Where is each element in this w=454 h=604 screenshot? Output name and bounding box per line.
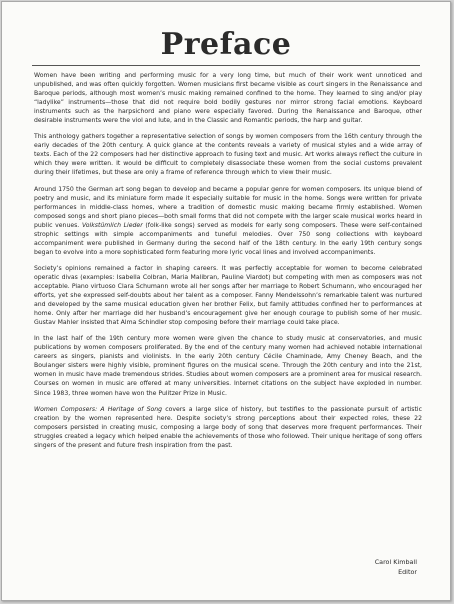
paragraph-4	[34, 264, 422, 327]
signature-block	[375, 558, 417, 577]
signature-role: Editor	[398, 567, 417, 576]
paragraph-3	[34, 185, 422, 257]
italic-term: Volkstümlich Lieder	[81, 221, 143, 229]
paragraph-2	[34, 132, 422, 177]
paragraph-1	[34, 71, 422, 125]
page-title: Preface	[160, 27, 292, 62]
paragraph-text: This anthology gathers together a representative selection of songs by women composers from the 16th century through the early decades of the 20th century. A quick glance at the contents reveals a variety of musical styles and a wide array of texts. Each of the 22 composers had her distinctive approach to fusing text and music. Art works always reflect the culture in which they were written. It would be difficult to completely disassociate these women from the social customs prevalent during their lifetimes, but these are only a frame of reference through which to view their music.	[34, 133, 422, 177]
paragraph-text: In the last half of the 19th century more women were given the chance to study music at conservatories, and music publications by women composers proliferated. By the end of the century many women had achieved notable international careers as singers, pianists and violinists. In the early 20th century Cécile Chaminade, Amy Cheney Beach, and the Boulanger sisters were highly visible, prominent figures on the musical scene. Through the 20th century and into the 21st, women in music have made tremendous strides. Studies about women composers are a prominent area for musical research. Courses on women in music are offered at many universities. Internet citations on the subject have exploded in number. Since 1983, three women have won the Pulitzer Prize in Music.	[34, 335, 422, 397]
paragraph-text: Women have been writing and performing music for a very long time, but much of their work went unnoticed and unpublished, and was often quickly forgotten. Women musicians first became visible as court singers in the Renaissance and Baroque periods, although most women’s music making remained confined to the home. They learned to sing and/or play “ladylike” instruments—those that did not require bold bodily gestures nor mirror strong facial emotions. Keyboard instruments such as the harpsichord and piano were especially favored. During the Renaissance and Baroque, other desirable instruments were the viol and lute, and in the Classic and Romantic periods, the harp and guitar.	[34, 72, 422, 125]
title-divider	[32, 65, 420, 66]
book-title: Women Composers: A Heritage of Song	[34, 405, 163, 413]
paragraph-text: covers a large slice of history, but testifies to the passionate pursuit of artistic creation by the women represented here. Despite society’s strong perceptions about their expected roles, these 22 composers persisted in creating music, composing a large body of song that deserves more frequent performances. Their struggles created a legacy which helped enable the achievements of those who followed. Their unique heritage of song offers singers of the present and future fresh inspiration from the past.	[34, 405, 422, 449]
paragraph-text: Around 1750 the German art song began to develop and became a popular genre for women composers. Its unique blend of poetry and music, and its miniature form made it especially suitable for music in the home. Songs were written for private performances in middle-class homes, where a tradition of domestic music making became firmly established. Women composed songs and short piano pieces—both small forms that did not compete with the larger scale musical works heard in public venues.	[34, 185, 422, 229]
paragraph-5	[34, 334, 422, 397]
paragraph-text: Society’s opinions remained a factor in shaping careers. It was perfectly acceptable for women to become celebrated operatic divas (examples: Isabella Colbran, Maria Malibran, Pauline Viardot) but competing with men as composers was not acceptable. Piano virtuoso Clara Schumann wrote all her songs after her marriage to Robert Schumann, who encouraged her efforts, yet she expressed self-doubts about her talent as a composer. Fanny Mendelssohn’s remarkable talent was nurtured and developed by the same musical education given her brother Felix, but family attitudes confined her to performances at home. Only after her marriage did her husband’s encouragement give her enough courage to publish some of her music. Gustav Mahler insisted that Alma Schindler stop composing before their marriage could take place.	[34, 264, 422, 327]
paragraph-text: (folk-like songs) served as models for early song composers. These were self-contained strophic settings with simple accompaniments and tuneful melodies. Over 750 song collections with keyboard accompaniment were published in Germany during the second half of the 18th century. In the early 19th century songs began to evolve into a more sophisticated form featuring more lyric vocal lines and involved accompaniments.	[34, 221, 423, 256]
document-page	[1, 1, 451, 601]
paragraph-6	[34, 405, 422, 450]
preface-body	[34, 71, 422, 457]
signature-name: Carol Kimball	[374, 558, 417, 566]
